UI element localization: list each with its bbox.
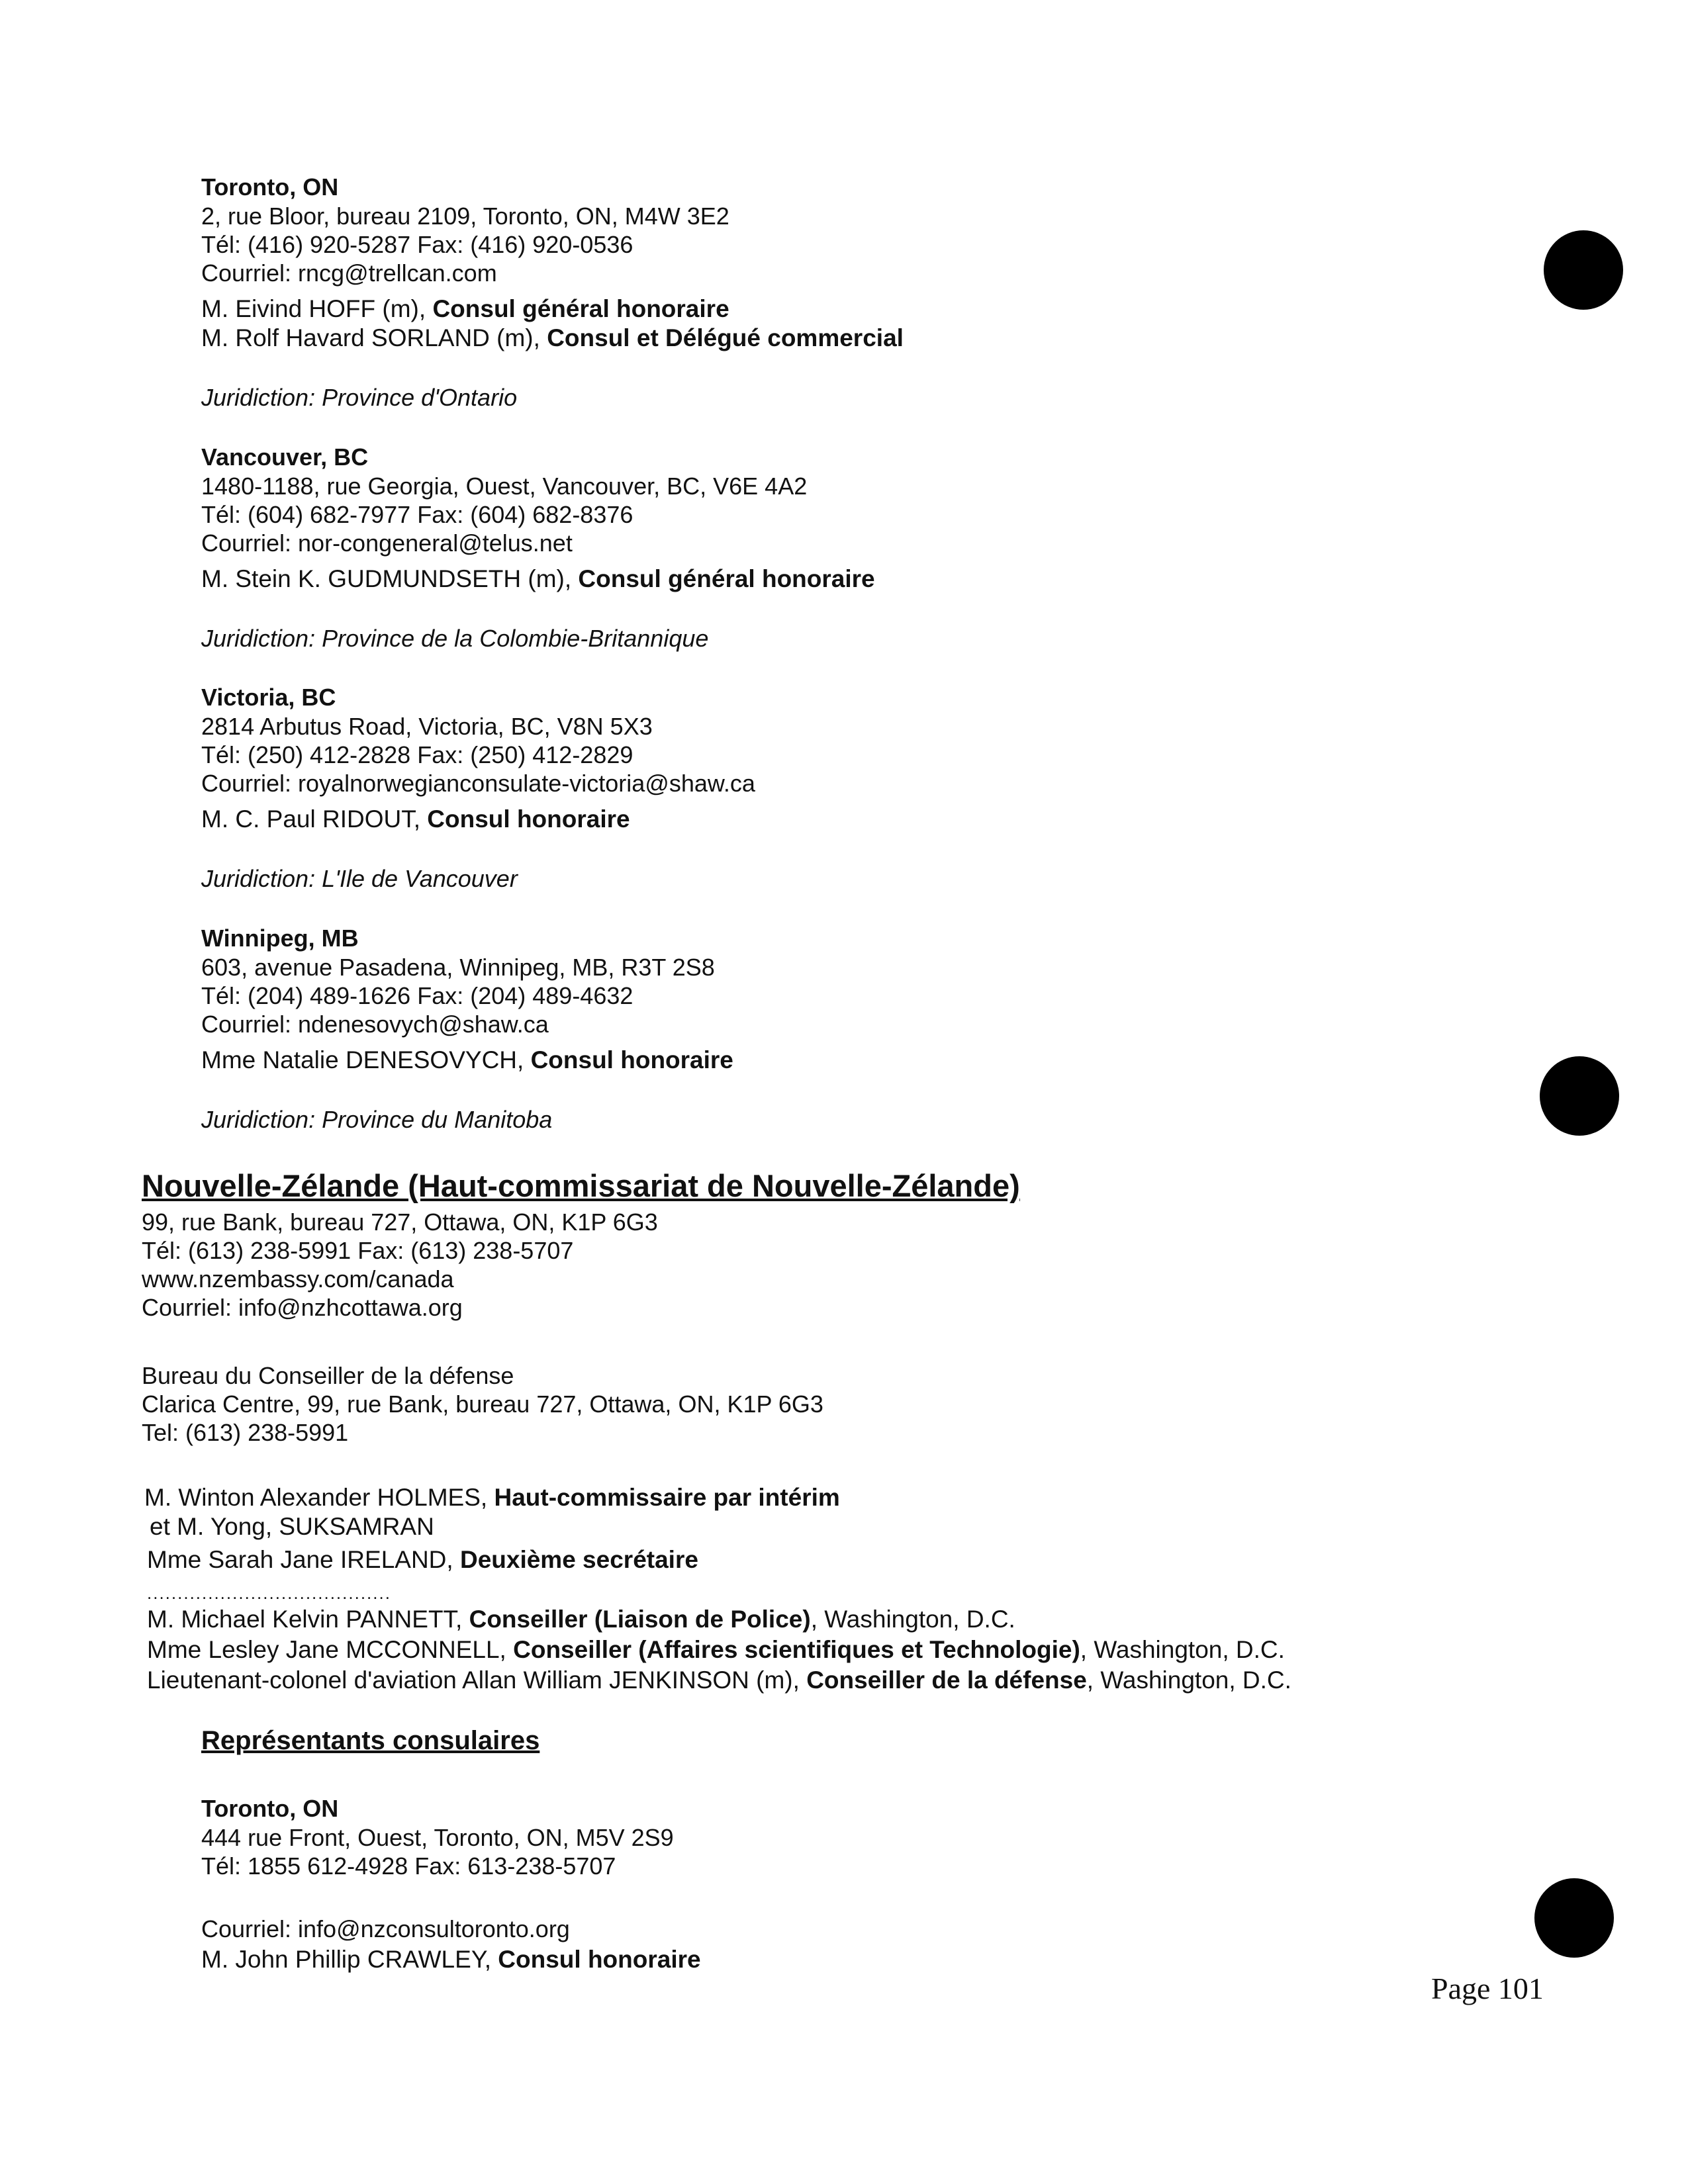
office-email: Courriel: ndenesovych@shaw.ca	[201, 1011, 549, 1038]
office-address: 2, rue Bloor, bureau 2109, Toronto, ON, M4W 3E2	[201, 203, 729, 230]
nz-address: 99, rue Bank, bureau 727, Ottawa, ON, K1P 6G3	[142, 1208, 658, 1236]
office-tel-fax: Tél: (204) 489-1626 Fax: (204) 489-4632	[201, 982, 633, 1009]
official-location: , Washington, D.C.	[1086, 1666, 1291, 1694]
official-name: Mme Lesley Jane MCCONNELL,	[147, 1636, 514, 1663]
official-name: M. John Phillip CRAWLEY,	[201, 1946, 498, 1973]
official-location: , Washington, D.C.	[1080, 1636, 1285, 1663]
official-title: Conseiller de la défense	[806, 1666, 1087, 1694]
official-name: M. Michael Kelvin PANNETT,	[147, 1606, 469, 1633]
official-title: Consul honoraire	[427, 805, 630, 833]
official-name: M. Winton Alexander HOLMES,	[144, 1484, 494, 1511]
official-line	[201, 565, 875, 593]
office-tel-fax: Tél: (416) 920-5287 Fax: (416) 920-0536	[201, 231, 633, 258]
office-tel-fax: Tél: (604) 682-7977 Fax: (604) 682-8376	[201, 501, 633, 528]
official-line	[147, 1636, 1285, 1664]
official-name: M. Stein K. GUDMUNDSETH (m),	[201, 565, 579, 592]
official-line	[201, 1946, 701, 1974]
office-city: Toronto, ON	[201, 1795, 339, 1822]
official-name: M. C. Paul RIDOUT,	[201, 805, 428, 833]
official-location: , Washington, D.C.	[810, 1606, 1015, 1633]
official-title: Consul et Délégué commercial	[547, 324, 904, 351]
official-name: M. Rolf Havard SORLAND (m),	[201, 324, 547, 351]
official-title: Haut-commissaire par intérim	[494, 1484, 840, 1511]
nz-tel-fax: Tél: (613) 238-5991 Fax: (613) 238-5707	[142, 1237, 574, 1264]
office-email: Courriel: rncg@trellcan.com	[201, 259, 497, 287]
office-jurisdiction: Juridiction: Province d'Ontario	[201, 384, 518, 411]
nz-website: www.nzembassy.com/canada	[142, 1265, 454, 1293]
official-title: Conseiller (Affaires scientifiques et Technologie)	[513, 1636, 1080, 1663]
official-title: Consul honoraire	[498, 1946, 701, 1973]
official-name: Lieutenant-colonel d'aviation Allan William JENKINSON (m),	[147, 1666, 807, 1694]
official-title: Conseiller (Liaison de Police)	[469, 1606, 811, 1633]
official-line	[201, 295, 729, 323]
office-tel-fax: Tél: (250) 412-2828 Fax: (250) 412-2829	[201, 741, 633, 768]
office-email: Courriel: info@nzconsultoronto.org	[201, 1915, 570, 1942]
office-jurisdiction: Juridiction: Province du Manitoba	[201, 1106, 553, 1133]
binder-hole-bottom	[1534, 1878, 1614, 1958]
official-line	[201, 1046, 733, 1074]
official-line	[147, 1666, 1291, 1694]
official-name: Mme Natalie DENESOVYCH,	[201, 1046, 531, 1073]
official-name: Mme Sarah Jane IRELAND,	[147, 1546, 460, 1573]
official-line	[144, 1484, 840, 1512]
office-address: 603, avenue Pasadena, Winnipeg, MB, R3T 2S8	[201, 954, 715, 981]
nz-email: Courriel: info@nzhcottawa.org	[142, 1294, 463, 1321]
page-number: Page 101	[1431, 1972, 1544, 2005]
binder-hole-top	[1544, 230, 1623, 310]
office-email: Courriel: royalnorwegianconsulate-victoria@shaw.ca	[201, 770, 755, 797]
consular-heading: Représentants consulaires	[201, 1726, 540, 1755]
office-jurisdiction: Juridiction: Province de la Colombie-Britannique	[201, 625, 709, 652]
official-title: Consul honoraire	[530, 1046, 733, 1073]
defence-office-label: Bureau du Conseiller de la défense	[142, 1362, 514, 1389]
official-line	[147, 1606, 1015, 1633]
office-tel-fax: Tél: 1855 612-4928 Fax: 613-238-5707	[201, 1852, 616, 1880]
defence-office-address: Clarica Centre, 99, rue Bank, bureau 727, Ottawa, ON, K1P 6G3	[142, 1390, 823, 1418]
office-city: Winnipeg, MB	[201, 925, 359, 952]
official-line	[201, 324, 904, 352]
office-jurisdiction: Juridiction: L'Ile de Vancouver	[201, 865, 518, 892]
dotted-separator: ........................................	[147, 1583, 391, 1603]
official-title: Consul général honoraire	[578, 565, 875, 592]
official-line: et M. Yong, SUKSAMRAN	[150, 1513, 434, 1540]
office-address: 2814 Arbutus Road, Victoria, BC, V8N 5X3	[201, 713, 653, 740]
official-title: Consul général honoraire	[432, 295, 729, 322]
section-heading: Nouvelle-Zélande (Haut-commissariat de Nouvelle-Zélande)	[142, 1168, 1020, 1203]
official-title: Deuxième secrétaire	[459, 1546, 698, 1573]
office-address: 1480-1188, rue Georgia, Ouest, Vancouver, BC, V6E 4A2	[201, 473, 808, 500]
office-email: Courriel: nor-congeneral@telus.net	[201, 529, 573, 557]
office-city: Victoria, BC	[201, 684, 336, 711]
official-line	[147, 1546, 698, 1574]
binder-hole-middle	[1540, 1056, 1619, 1136]
defence-office-tel: Tel: (613) 238-5991	[142, 1419, 349, 1446]
office-city: Vancouver, BC	[201, 443, 369, 471]
official-name: M. Eivind HOFF (m),	[201, 295, 433, 322]
office-city: Toronto, ON	[201, 173, 339, 201]
official-line	[201, 805, 630, 833]
office-address: 444 rue Front, Ouest, Toronto, ON, M5V 2S9	[201, 1824, 674, 1851]
